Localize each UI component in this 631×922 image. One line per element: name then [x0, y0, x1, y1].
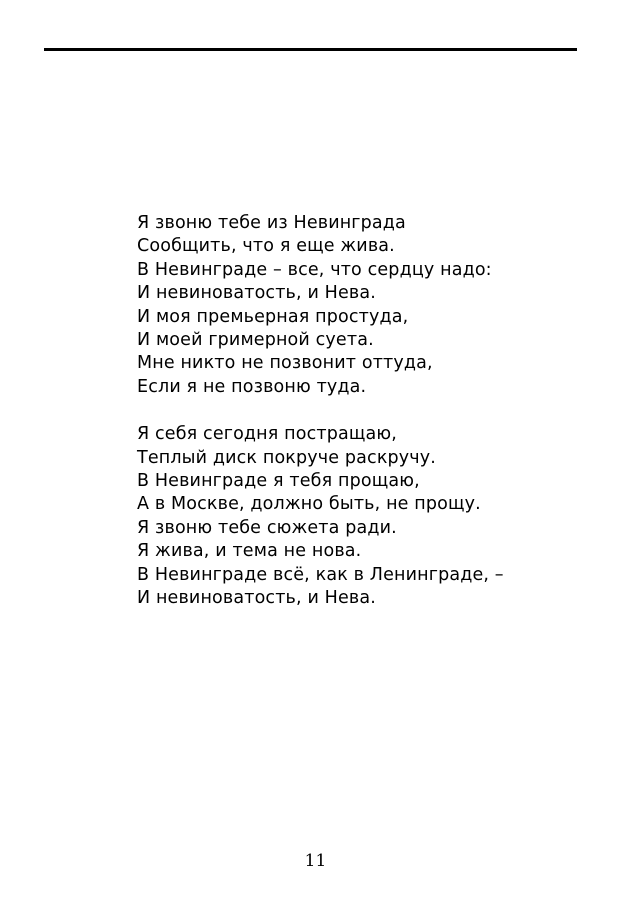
- poem-line: И моей гримерной суета.: [137, 330, 374, 351]
- poem-line: В Невинграде – все, что сердцу надо:: [137, 259, 492, 280]
- top-rule-divider: [44, 48, 577, 51]
- poem-line: Я звоню тебе сюжета ради.: [137, 517, 397, 538]
- poem-line: И невиноватость, и Нева.: [137, 588, 376, 609]
- stanza-2: [137, 423, 504, 610]
- poem-line: И моя премьерная простуда,: [137, 306, 409, 327]
- poem-line: Теплый диск покруче раскручу.: [137, 447, 437, 468]
- poem-line: Я жива, и тема не нова.: [137, 541, 362, 562]
- poem-line: Если я не позвоню туда.: [137, 376, 367, 397]
- poem-line: Я себя сегодня постращаю,: [137, 424, 397, 445]
- poem-line: В Невинграде всё, как в Ленинграде, –: [137, 564, 504, 585]
- poem-line: Сообщить, что я еще жива.: [137, 236, 395, 257]
- poem-line: И невиноватость, и Нева.: [137, 283, 376, 304]
- poem-line: Я звоню тебе из Невинграда: [137, 213, 406, 233]
- poem: [137, 212, 504, 611]
- poem-line: Мне никто не позвонит оттуда,: [137, 353, 433, 374]
- poem-line: В Невинграде я тебя прощаю,: [137, 471, 420, 492]
- stanza-1: [137, 212, 504, 399]
- page-number: 11: [304, 851, 327, 871]
- poem-line: А в Москве, должно быть, не прощу.: [137, 494, 481, 515]
